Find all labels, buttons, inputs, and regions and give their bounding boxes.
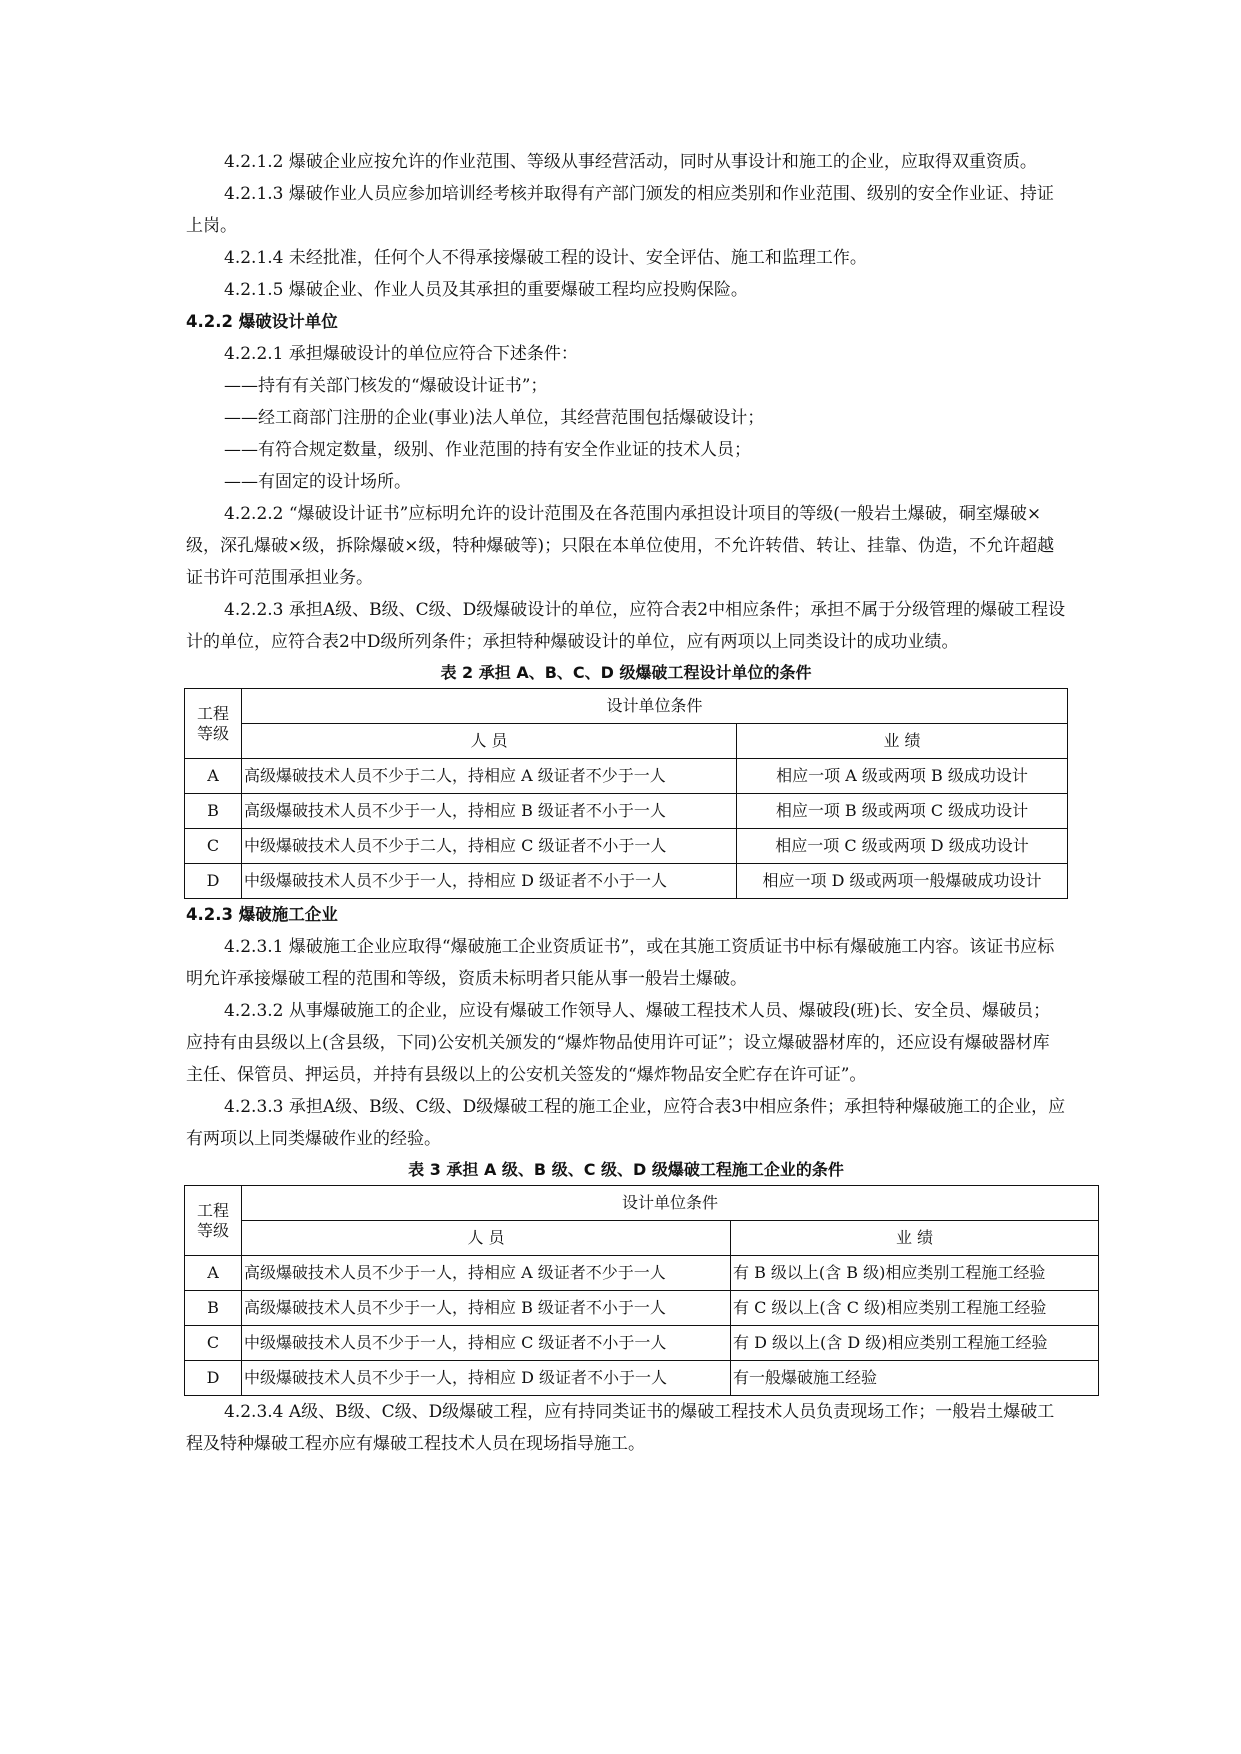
table-row — [185, 1256, 1099, 1291]
grade-header-cell — [185, 689, 242, 759]
clause-4-2-3-4: 4.2.3.4 A级、B级、C级、D级爆破工程，应有持同类证书的爆破工程技术人员负责现场工作；一般岩土爆破工程及特种爆破工程亦应有爆破工程技术人员在现场指导施工。 — [186, 1402, 1055, 1454]
section-heading-4-2-2: 4.2.2 爆破设计单位 — [186, 312, 338, 331]
grade-cell: D — [185, 864, 242, 899]
personnel-header: 人 员 — [242, 724, 737, 759]
clause-4-2-1-2: 4.2.1.2 爆破企业应按允许的作业范围、等级从事经营活动，同时从事设计和施工的企业，应取得双重资质。 — [224, 152, 1037, 172]
table-2-caption: 表 2 承担 A、B、C、D 级爆破工程设计单位的条件 — [440, 663, 812, 682]
clause-4-2-3-2: 4.2.3.2 从事爆破施工的企业，应设有爆破工作领导人、爆破工程技术人员、爆破段(班)长、安全员、爆破员；应持有由县级以上(含县级，下同)公安机关颁发的“爆炸物品使用许可证”；设立爆破器材库的，还应设有爆破器材库主任、保管员、押运员，并持有县级以上的公安机关签发的“爆炸物品安全贮存在许可证”。 — [186, 1001, 1051, 1085]
personnel-cell: 高级爆破技术人员不少于一人，持相应 B 级证者不小于一人 — [242, 794, 737, 829]
group-header: 设计单位条件 — [242, 689, 1068, 724]
personnel-cell: 中级爆破技术人员不少于一人，持相应 D 级证者不小于一人 — [242, 1361, 731, 1396]
personnel-cell: 中级爆破技术人员不少于一人，持相应 D 级证者不小于一人 — [242, 864, 737, 899]
table-row — [185, 1291, 1099, 1326]
grade-cell: C — [185, 1326, 242, 1361]
clause-4-2-2-1: 4.2.2.1 承担爆破设计的单位应符合下述条件： — [224, 344, 578, 364]
table-2 — [184, 688, 1068, 899]
group-header: 设计单位条件 — [242, 1186, 1099, 1221]
table-row — [185, 794, 1068, 829]
list-item: ——持有有关部门核发的“爆破设计证书”； — [224, 376, 548, 396]
table-row — [185, 1361, 1099, 1396]
table-3 — [184, 1185, 1099, 1396]
record-header: 业 绩 — [731, 1221, 1099, 1256]
clause-4-2-3-1: 4.2.3.1 爆破施工企业应取得“爆破施工企业资质证书”，或在其施工资质证书中标有爆破施工内容。该证书应标明允许承接爆破工程的范围和等级，资质未标明者只能从事一般岩土爆破。 — [186, 937, 1055, 989]
grade-header-line2: 等级 — [196, 1220, 229, 1240]
grade-cell: A — [185, 1256, 242, 1291]
record-cell: 相应一项 A 级或两项 B 级成功设计 — [737, 759, 1068, 794]
personnel-cell: 高级爆破技术人员不少于一人，持相应 B 级证者不小于一人 — [242, 1291, 731, 1326]
record-cell: 有 C 级以上(含 C 级)相应类别工程施工经验 — [731, 1291, 1099, 1326]
personnel-cell: 中级爆破技术人员不少于二人，持相应 C 级证者不小于一人 — [242, 829, 737, 864]
clause-4-2-3-3: 4.2.3.3 承担A级、B级、C级、D级爆破工程的施工企业，应符合表3中相应条件；承担特种爆破施工的企业，应有两项以上同类爆破作业的经验。 — [186, 1097, 1066, 1149]
table-3-caption: 表 3 承担 A 级、B 级、C 级、D 级爆破工程施工企业的条件 — [408, 1160, 844, 1179]
list-item: ——有符合规定数量，级别、作业范围的持有安全作业证的技术人员； — [224, 440, 751, 460]
personnel-header: 人 员 — [242, 1221, 731, 1256]
grade-header-line1: 工程 — [196, 1200, 229, 1220]
record-cell: 相应一项 B 级或两项 C 级成功设计 — [737, 794, 1068, 829]
grade-header-cell — [185, 1186, 242, 1256]
section-heading-4-2-3: 4.2.3 爆破施工企业 — [186, 905, 338, 924]
clause-4-2-2-2: 4.2.2.2 “爆破设计证书”应标明允许的设计范围及在各范围内承担设计项目的等级(一般岩土爆破，硐室爆破×级，深孔爆破×级，拆除爆破×级，特种爆破等)；只限在本单位使用，不允许转借、转让、挂靠、伪造，不允许超越证书许可范围承担业务。 — [186, 504, 1055, 588]
personnel-cell: 高级爆破技术人员不少于二人，持相应 A 级证者不少于一人 — [242, 759, 737, 794]
grade-cell: B — [185, 794, 242, 829]
table-row — [185, 759, 1068, 794]
list-item: ——有固定的设计场所。 — [224, 472, 411, 492]
list-item: ——经工商部门注册的企业(事业)法人单位，其经营范围包括爆破设计； — [224, 408, 765, 428]
grade-header-line1: 工程 — [196, 703, 229, 723]
record-header: 业 绩 — [737, 724, 1068, 759]
grade-cell: C — [185, 829, 242, 864]
grade-cell: D — [185, 1361, 242, 1396]
table-row — [185, 864, 1068, 899]
record-cell: 相应一项 C 级或两项 D 级成功设计 — [737, 829, 1068, 864]
clause-4-2-2-3: 4.2.2.3 承担A级、B级、C级、D级爆破设计的单位，应符合表2中相应条件；承担不属于分级管理的爆破工程设计的单位，应符合表2中D级所列条件；承担特种爆破设计的单位，应有两项以上同类设计的成功业绩。 — [186, 600, 1066, 652]
clause-4-2-1-5: 4.2.1.5 爆破企业、作业人员及其承担的重要爆破工程均应投购保险。 — [224, 280, 748, 300]
record-cell: 有一般爆破施工经验 — [731, 1361, 1099, 1396]
grade-cell: A — [185, 759, 242, 794]
clause-4-2-1-3: 4.2.1.3 爆破作业人员应参加培训经考核并取得有产部门颁发的相应类别和作业范围、级别的安全作业证、持证上岗。 — [186, 184, 1054, 236]
record-cell: 相应一项 D 级或两项一般爆破成功设计 — [737, 864, 1068, 899]
table-row — [185, 1326, 1099, 1361]
table-row — [185, 829, 1068, 864]
grade-cell: B — [185, 1291, 242, 1326]
record-cell: 有 D 级以上(含 D 级)相应类别工程施工经验 — [731, 1326, 1099, 1361]
grade-header-line2: 等级 — [196, 723, 229, 743]
record-cell: 有 B 级以上(含 B 级)相应类别工程施工经验 — [731, 1256, 1099, 1291]
document-page — [186, 146, 1066, 1460]
clause-4-2-1-4: 4.2.1.4 未经批准，任何个人不得承接爆破工程的设计、安全评估、施工和监理工作。 — [224, 248, 867, 268]
personnel-cell: 中级爆破技术人员不少于一人，持相应 C 级证者不小于一人 — [242, 1326, 731, 1361]
personnel-cell: 高级爆破技术人员不少于一人，持相应 A 级证者不少于一人 — [242, 1256, 731, 1291]
